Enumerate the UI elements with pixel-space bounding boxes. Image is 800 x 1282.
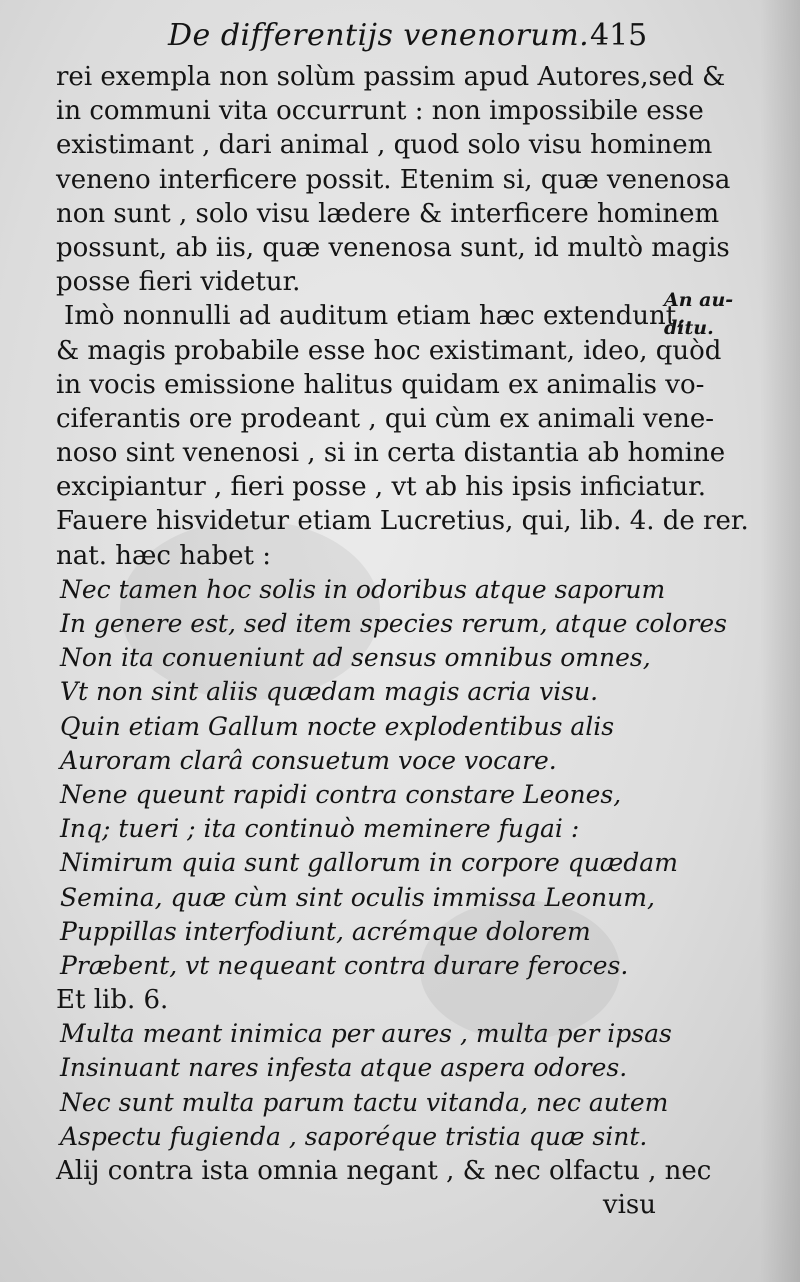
text-line: existimant , dari animal , quod solo visu hominem: [56, 130, 713, 161]
text-line: possunt, ab iis, quæ venenosa sunt, id multò magis: [56, 232, 730, 263]
page-header: [0, 18, 800, 58]
verse-line: Insinuant nares infesta atque aspera odores.: [60, 1053, 628, 1083]
text-line: noso sint venenosi , si in certa distantia ab homine: [56, 438, 726, 469]
verse-line: Nec sunt multa parum tactu vitanda, nec autem: [60, 1087, 669, 1117]
running-title: De differentijs venenorum.: [168, 18, 590, 53]
text-line: posse fieri videtur.: [56, 267, 301, 298]
verse-line: Inq; tueri ; ita continuò meminere fugai :: [60, 814, 580, 844]
verse-line: In genere est, sed item species rerum, atque colores: [60, 609, 728, 638]
text-line: visu: [602, 1190, 656, 1221]
text-line: in communi vita occurrunt : non impossibile esse: [56, 96, 704, 127]
text-line: Alij contra ista omnia negant , & nec olfactu , nec: [56, 1156, 712, 1186]
page-edge-shadow: [760, 0, 800, 1282]
verse-line: Nene queunt rapidi contra constare Leones,: [60, 779, 622, 809]
text-line: in vocis emissione halitus quidam ex animalis vo-: [56, 369, 705, 400]
text-line: veneno interficere possit. Etenim si, quæ venenosa: [56, 164, 731, 195]
verse-line: Semina, quæ cùm sint oculis immissa Leonum,: [60, 882, 655, 912]
marginal-note-line: ditu.: [664, 317, 714, 339]
verse-line: Puppillas interfodiunt, acrémque dolorem: [60, 916, 591, 946]
verse-line: Multa meant inimica per aures , multa per ipsas: [60, 1019, 672, 1049]
marginal-note-line: An au-: [664, 289, 734, 311]
verse-line: Nec tamen hoc solis in odoribus atque saporum: [60, 574, 666, 604]
verse-line: Quin etiam Gallum nocte explodentibus alis: [60, 711, 615, 741]
text-line: ciferantis ore prodeant , qui cùm ex animali vene-: [56, 403, 715, 434]
text-line: Fauere hisvidetur etiam Lucretius, qui, lib. 4. de rer.: [56, 506, 749, 537]
verse-line: Vt non sint aliis quædam magis acria visu.: [60, 677, 599, 707]
text-line: rei exempla non solùm passim apud Autores,sed &: [56, 62, 726, 92]
verse-line: Non ita conueniunt ad sensus omnibus omnes,: [60, 643, 651, 673]
text-line: Imò nonnulli ad auditum etiam hæc extendunt,: [64, 301, 685, 332]
verse-line: Nimirum quia sunt gallorum in corpore quædam: [60, 848, 678, 878]
text-line: non sunt , solo visu lædere & interficere hominem: [56, 198, 720, 229]
marginal-note: [664, 286, 733, 342]
text-line: Et lib. 6.: [56, 985, 169, 1016]
verse-line: Auroram clarâ consuetum voce vocare.: [60, 745, 557, 775]
verse-line: Præbent, vt nequeant contra durare feroces.: [60, 950, 629, 980]
verse-line: Aspectu fugienda , saporéque tristia quæ sint.: [60, 1121, 648, 1151]
text-line: & magis probabile esse hoc existimant, ideo, quòd: [56, 335, 722, 366]
text-line: nat. hæc habet :: [56, 540, 271, 571]
text-line: excipiantur , fieri posse , vt ab his ipsis inficiatur.: [56, 472, 706, 503]
page-number: 415: [590, 18, 648, 53]
